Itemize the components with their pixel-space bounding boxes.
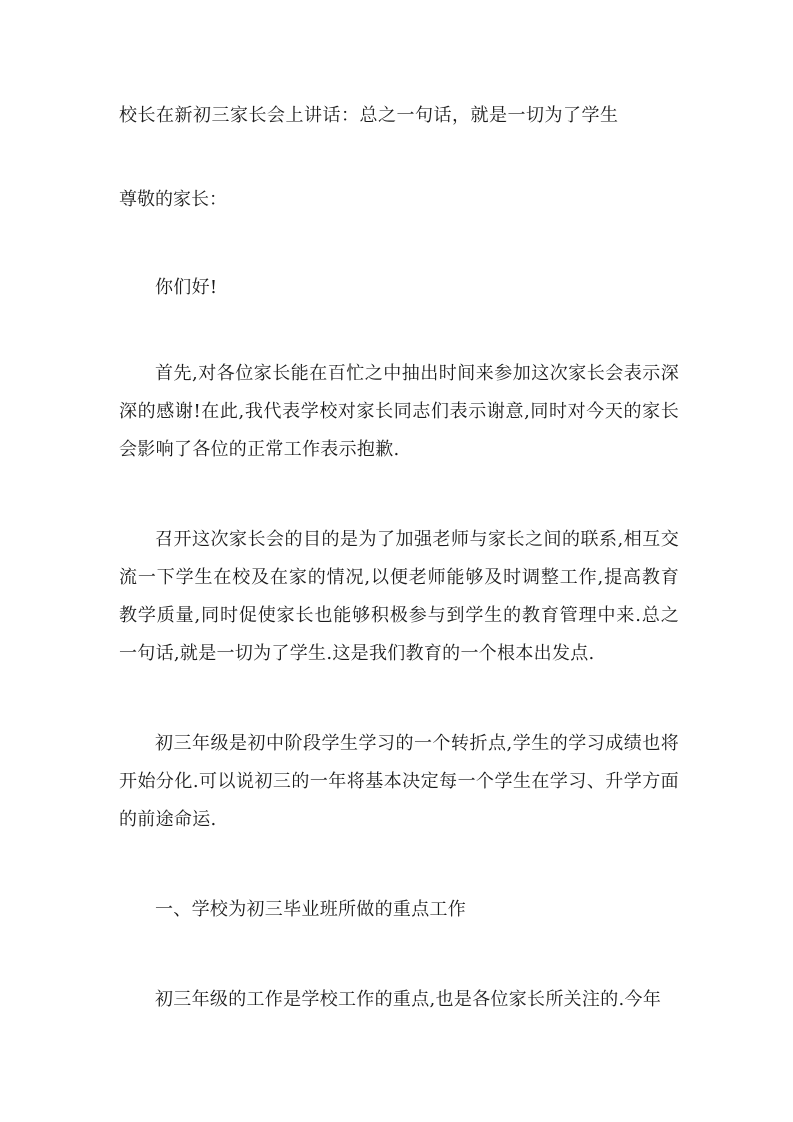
greeting: 你们好! <box>155 277 218 298</box>
document-title: 校长在新初三家长会上讲话：总之一句话，就是一切为了学生 <box>119 105 619 126</box>
paragraph-grade-work: 初三年级的工作是学校工作的重点,也是各位家长所关注的.今年 <box>155 989 662 1010</box>
paragraph-turning-point: 初三年级是初中阶段学生学习的一个转折点,学生的学习成绩也将开始分化.可以说初三的一年将基本决定每一个学生在学习、升学方面的前途命运. <box>119 733 679 830</box>
paragraph-thanks: 首先,对各位家长能在百忙之中抽出时间来参加这次家长会表示深深的感谢!在此,我代表学校对家长同志们表示谢意,同时对今天的家长会影响了各位的正常工作表示抱歉. <box>119 363 679 460</box>
document-body <box>119 99 679 1019</box>
section-heading: 一、学校为初三毕业班所做的重点工作 <box>155 899 467 920</box>
paragraph-purpose: 召开这次家长会的目的是为了加强老师与家长之间的联系,相互交流一下学生在校及在家的情况,以便老师能够及时调整工作,提高教育教学质量,同时促使家长也能够积极参与到学生的教育管理中来.总之一句话,就是一切为了学生.这是我们教育的一个根本出发点. <box>119 529 679 664</box>
salutation: 尊敬的家长： <box>119 189 227 210</box>
